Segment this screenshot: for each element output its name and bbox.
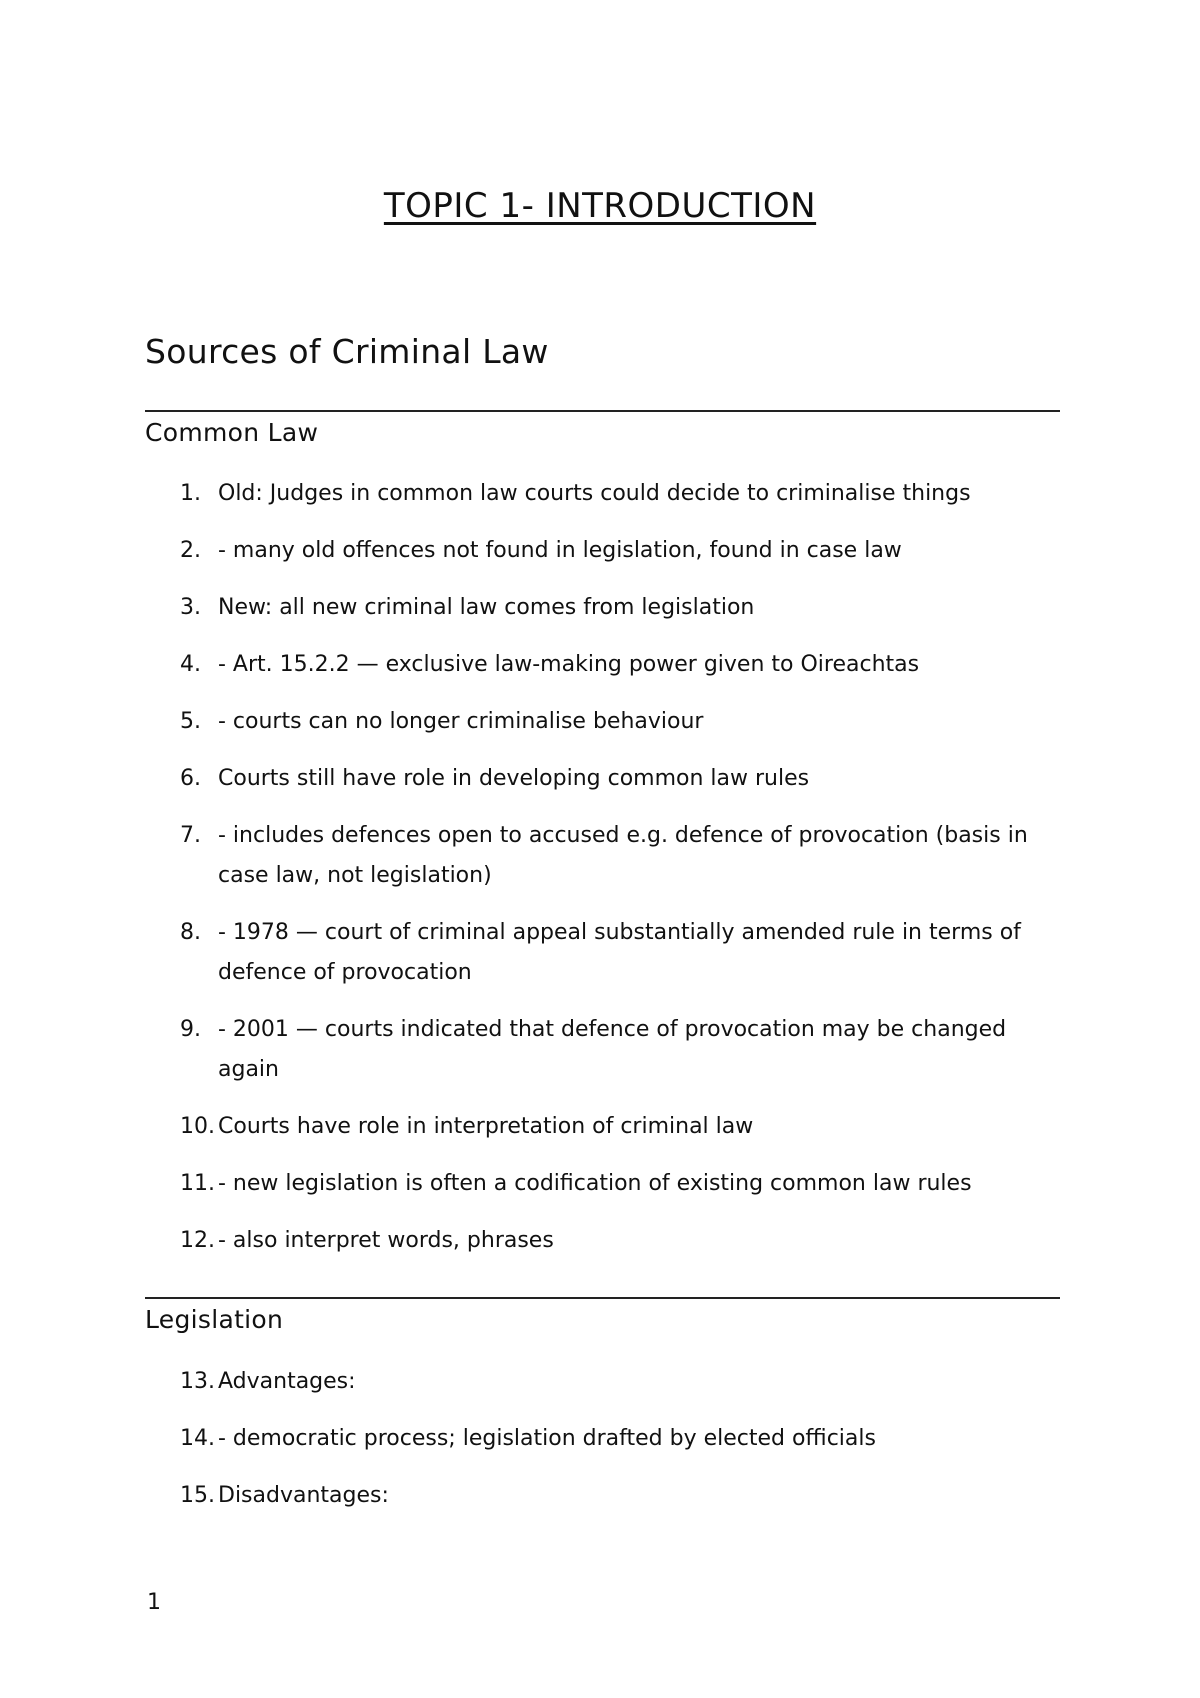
- list-item: [180, 1107, 1060, 1147]
- list-item-number: 6.: [180, 766, 201, 791]
- list-item: [180, 759, 1060, 799]
- list-item: [180, 1419, 1060, 1459]
- list-item: [180, 1010, 1060, 1090]
- list-item-number: 15.: [180, 1483, 215, 1508]
- list-item: [180, 702, 1060, 742]
- list-item: [180, 913, 1060, 993]
- list-item: [180, 1362, 1060, 1402]
- list-item-text: Old: Judges in common law courts could decide to criminalise things: [218, 481, 971, 506]
- list-item-number: 5.: [180, 709, 201, 734]
- divider-common-law: [145, 410, 1060, 412]
- list-item: [180, 474, 1060, 514]
- list-item-text: - 1978 — court of criminal appeal substantially amended rule in terms of defence of provocation: [218, 920, 1021, 985]
- list-item-text: - Art. 15.2.2 — exclusive law-making power given to Oireachtas: [218, 652, 920, 677]
- list-item-text: Courts still have role in developing common law rules: [218, 766, 810, 791]
- list-item-text: Courts have role in interpretation of criminal law: [218, 1114, 754, 1139]
- list-item-text: - new legislation is often a codification of existing common law rules: [218, 1171, 972, 1196]
- list-item-number: 8.: [180, 920, 201, 945]
- list-item-number: 13.: [180, 1369, 215, 1394]
- list-item-text: Disadvantages:: [218, 1483, 389, 1508]
- page-number: 1: [147, 1590, 161, 1615]
- list-item: [180, 588, 1060, 628]
- list-item-text: - courts can no longer criminalise behaviour: [218, 709, 704, 734]
- subsection-title-legislation: Legislation: [145, 1305, 284, 1334]
- list-item-text: - many old offences not found in legislation, found in case law: [218, 538, 902, 563]
- list-item: [180, 1476, 1060, 1516]
- list-item-number: 4.: [180, 652, 201, 677]
- list-item-number: 2.: [180, 538, 201, 563]
- list-item-number: 1.: [180, 481, 201, 506]
- list-item-text: - democratic process; legislation drafted by elected officials: [218, 1426, 876, 1451]
- list-item: [180, 1164, 1060, 1204]
- list-item: [180, 1221, 1060, 1261]
- list-item-number: 12.: [180, 1228, 215, 1253]
- list-item-text: New: all new criminal law comes from legislation: [218, 595, 755, 620]
- list-item-text: - also interpret words, phrases: [218, 1228, 554, 1253]
- section-title: Sources of Criminal Law: [145, 332, 549, 371]
- list-item-number: 11.: [180, 1171, 215, 1196]
- list-item: [180, 531, 1060, 571]
- list-item-number: 3.: [180, 595, 201, 620]
- divider-legislation: [145, 1297, 1060, 1299]
- document-title: TOPIC 1- INTRODUCTION: [383, 186, 817, 226]
- list-item-number: 14.: [180, 1426, 215, 1451]
- list-item-number: 10.: [180, 1114, 215, 1139]
- list-item-number: 9.: [180, 1017, 201, 1042]
- subsection-title-common-law: Common Law: [145, 418, 319, 447]
- list-item-number: 7.: [180, 823, 201, 848]
- list-item-text: Advantages:: [218, 1369, 356, 1394]
- list-item-text: - 2001 — courts indicated that defence of provocation may be changed again: [218, 1017, 1007, 1082]
- list-item: [180, 645, 1060, 685]
- list-item-text: - includes defences open to accused e.g. defence of provocation (basis in case law, not legislation): [218, 823, 1028, 888]
- list-item: [180, 816, 1060, 896]
